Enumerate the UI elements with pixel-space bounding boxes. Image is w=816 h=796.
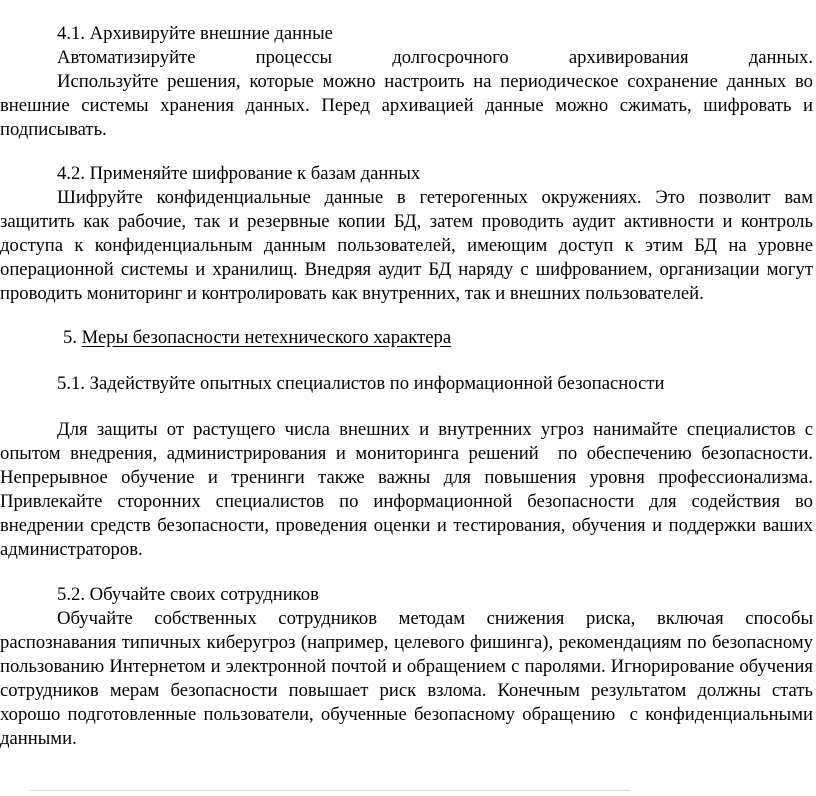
- page-bottom-artifact-line: [30, 790, 630, 791]
- paragraph-5-2-body: Обучайте собственных сотрудников методам снижения риска, включая способы распознавания типичных киберугроз (например, целевого фишинга), рекомендациям по безопасному пользованию Интернетом и электронной почтой и обращением с паролями. Игнорирование обучения сотрудников мерам безопасности повышает риск взлома. Конечным результатом должны стать хорошо подготовленные пользователи, обученные безопасному обращению с конфиденциальными данными.: [0, 608, 813, 749]
- heading-4-1: 4.1. Архивируйте внешние данные: [57, 23, 333, 44]
- paragraph-4-1-automate-line: Автоматизируйте процессы долгосрочного архивирования данных.: [57, 47, 813, 68]
- heading-5-title-underlined: Меры безопасности нетехнического характера: [81, 327, 452, 348]
- heading-5-2: 5.2. Обучайте своих сотрудников: [57, 584, 319, 605]
- paragraph-4-1-body: Используйте решения, которые можно настроить на периодическое сохранение данных во внешние системы хранения данных. Перед архивацией данные можно сжимать, шифровать и подписывать.: [0, 71, 813, 140]
- heading-5-number: 5.: [63, 327, 82, 348]
- paragraph-5-1-body: Для защиты от растущего числа внешних и внутренних угроз нанимайте специалистов с опытом внедрения, администрирования и мониторинга решений по обеспечению безопасности. Непрерывное обучение и тренинги также важны для повышения уровня профессионализма. Привлекайте сторонних специалистов по информационной безопасности для содействия во внедрении средств безопасности, проведения оценки и тестирования, обучения и поддержки ваших администраторов.: [0, 419, 813, 560]
- heading-5: [0, 326, 816, 350]
- heading-4-2: 4.2. Применяйте шифрование к базам данных: [57, 163, 421, 184]
- paragraph-4-2-body: Шифруйте конфиденциальные данные в гетерогенных окружениях. Это позволит вам защитить как рабочие, так и резервные копии БД, затем проводить аудит активности и контроль доступа к конфиденциальным данным пользователей, имеющим доступ к этим БД на уровне операционной системы и хранилищ. Внедряя аудит БД наряду с шифрованием, организации могут проводить мониторинг и контролировать как внутренних, так и внешних пользователей.: [0, 187, 813, 304]
- heading-5-1: 5.1. Задействуйте опытных специалистов по информационной безопасности: [57, 373, 665, 394]
